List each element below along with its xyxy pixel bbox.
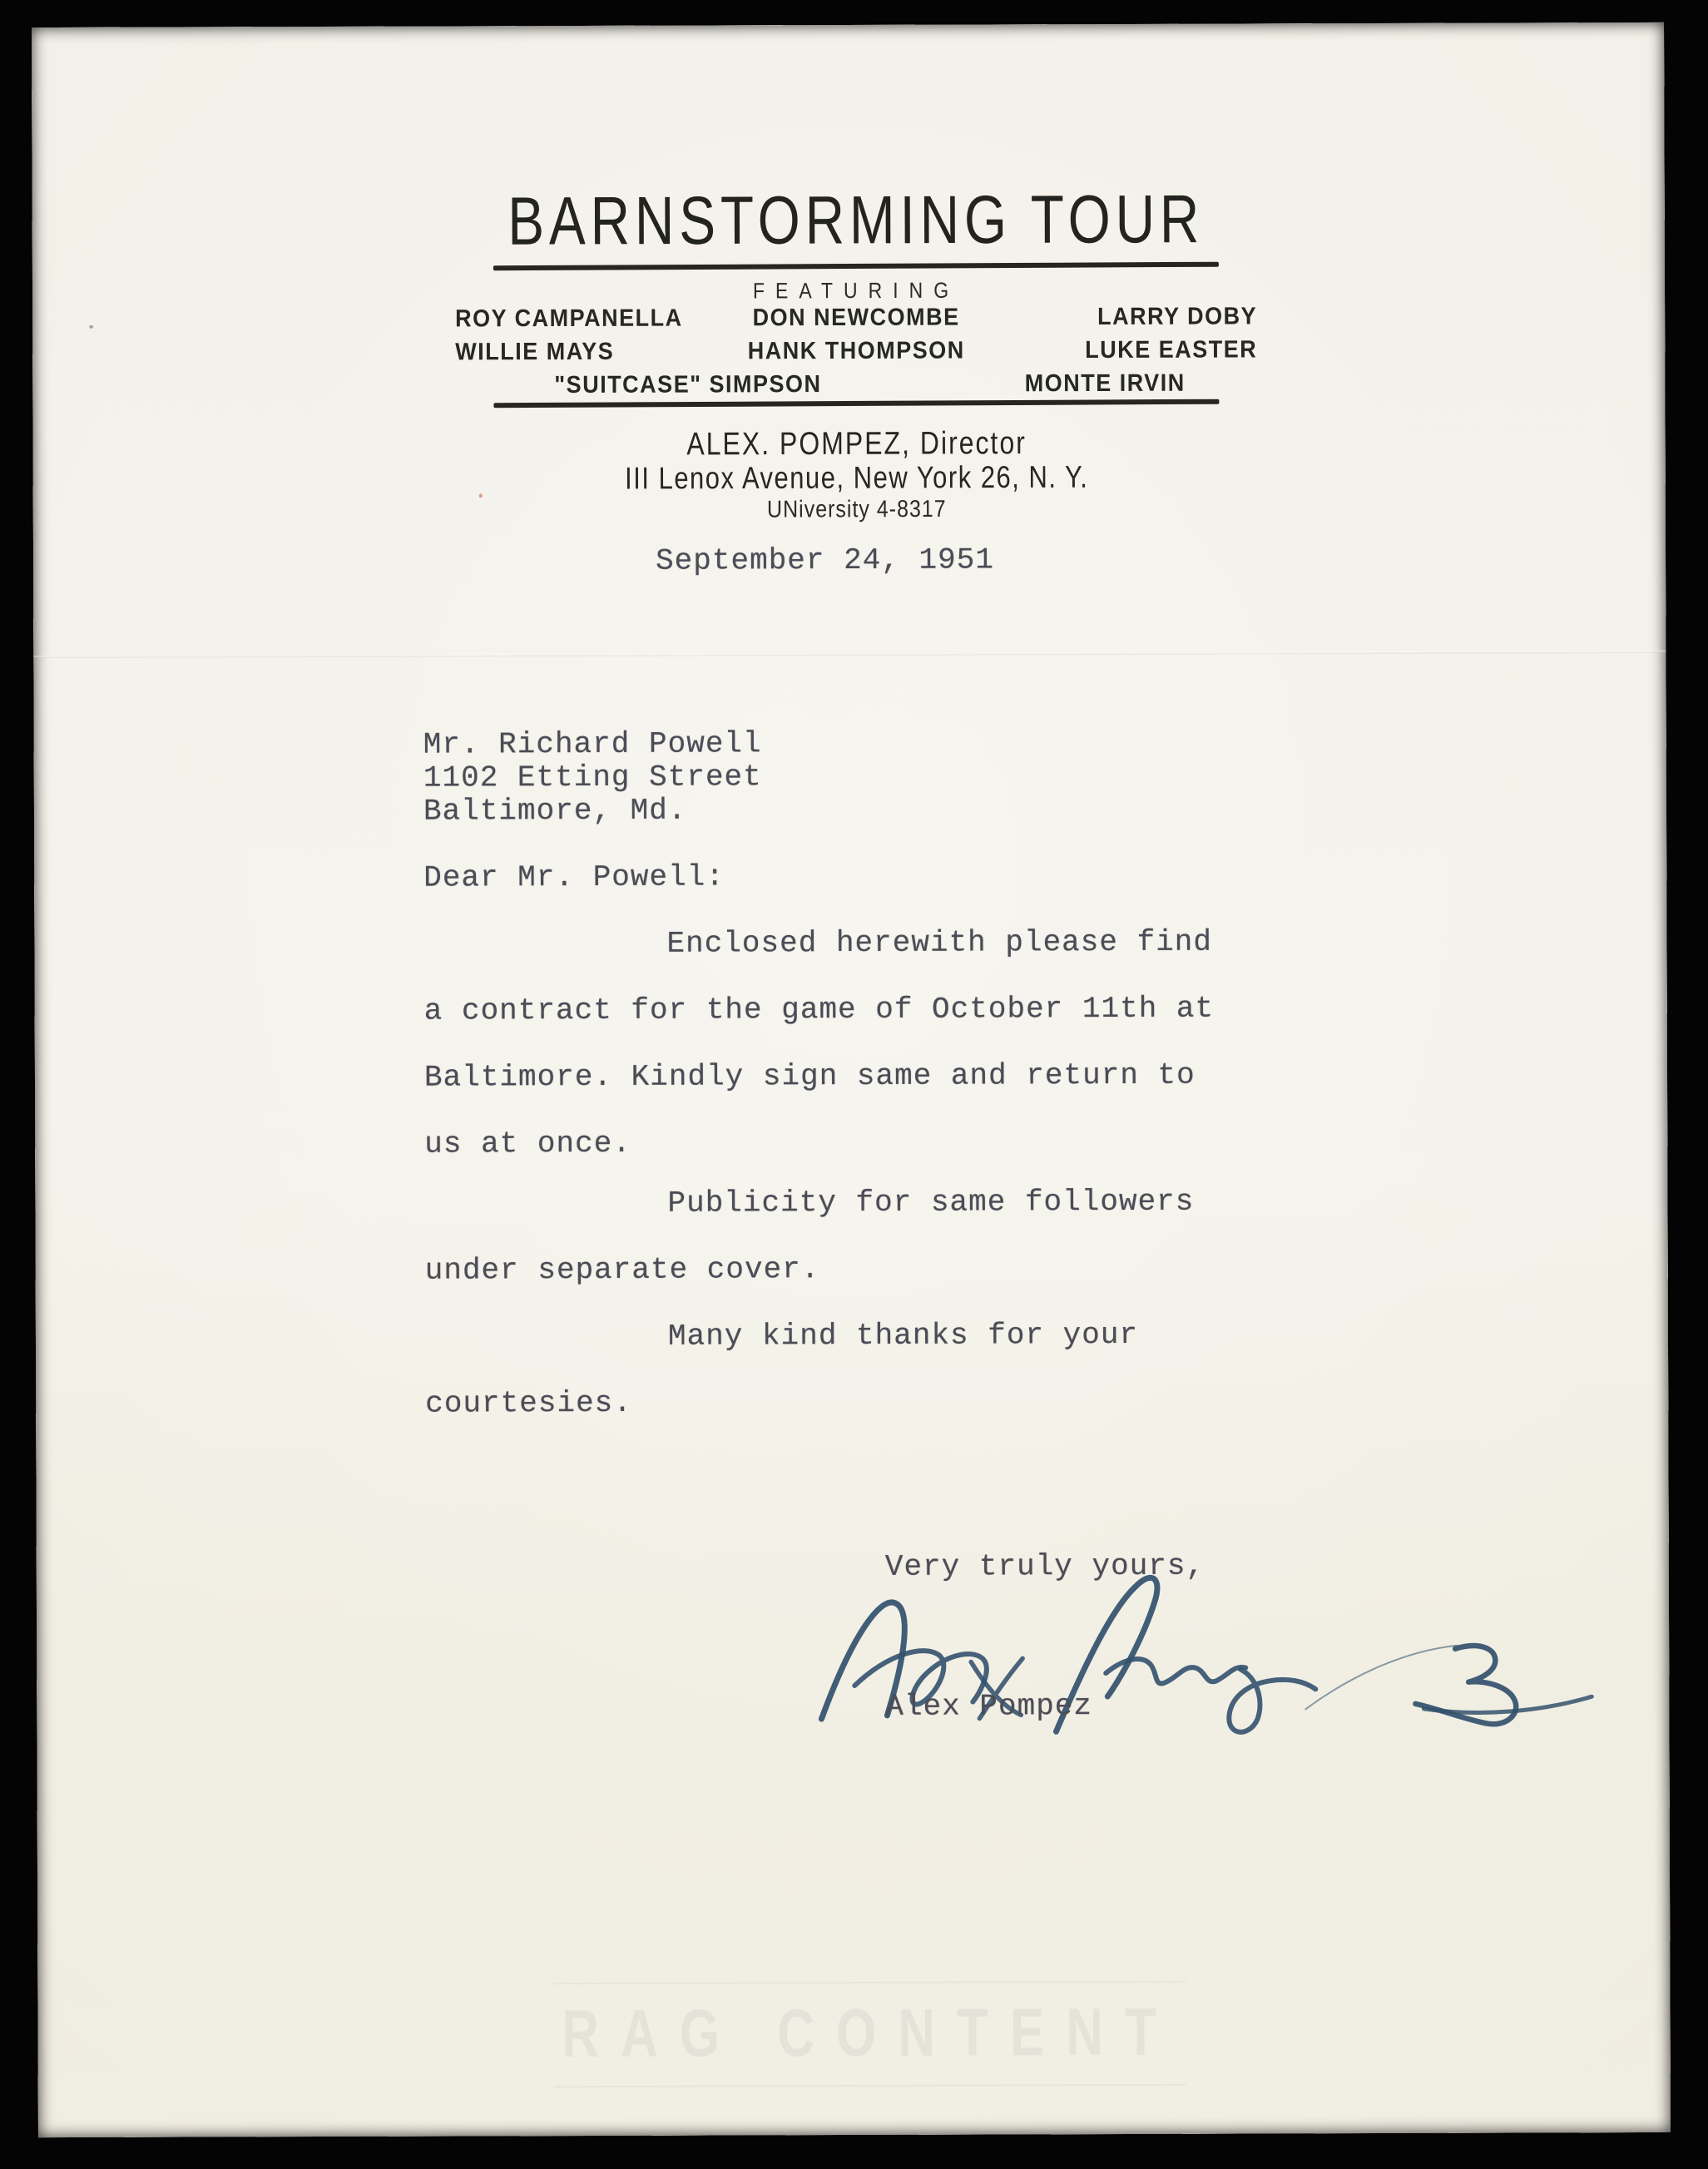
paper-fold-crease xyxy=(33,651,1666,658)
director-line: ALEX. POMPEZ, Director xyxy=(686,424,1027,462)
watermark-rule xyxy=(553,1981,1186,1984)
body-line: Publicity for same followers xyxy=(667,1184,1195,1221)
paper-speck xyxy=(479,493,483,498)
letterhead-phone: UNiversity 4-8317 xyxy=(766,495,947,523)
body-line: Many kind thanks for your xyxy=(667,1317,1139,1354)
recipient-street: 1102 Etting Street xyxy=(423,760,762,795)
letterhead-title: BARNSTORMING TOUR xyxy=(507,181,1205,260)
typed-signature-name: Alex Pompez xyxy=(885,1689,1093,1724)
player-name: LUKE EASTER xyxy=(1085,335,1258,364)
players-row-2 xyxy=(455,335,1257,363)
letterhead-rule-bottom xyxy=(493,399,1219,409)
watermark-rule xyxy=(554,2084,1186,2087)
paper-watermark: RAG CONTENT xyxy=(562,1995,1179,2072)
recipient-name: Mr. Richard Powell xyxy=(423,726,762,762)
player-name: MONTE IRVIN xyxy=(1024,369,1186,397)
letterhead xyxy=(455,180,1258,532)
player-name: ROY CAMPANELLA xyxy=(455,304,683,332)
player-name: HANK THOMPSON xyxy=(747,336,965,364)
players-row-3 xyxy=(455,369,1257,399)
body-line: a contract for the game of October 11th at xyxy=(423,991,1215,1028)
recipient-city: Baltimore, Md. xyxy=(423,793,687,829)
salutation: Dear Mr. Powell: xyxy=(423,859,725,895)
body-line: courtesies. xyxy=(425,1385,632,1421)
player-name: DON NEWCOMBE xyxy=(752,303,960,331)
paper-speck xyxy=(89,325,93,329)
featuring-label: FEATURING xyxy=(752,277,960,304)
closing-line: Very truly yours, xyxy=(884,1548,1206,1584)
player-name: LARRY DOBY xyxy=(1097,302,1258,330)
body-line: under separate cover. xyxy=(424,1252,820,1288)
body-line: Enclosed herewith please find xyxy=(666,924,1213,961)
letterhead-rule-top xyxy=(493,262,1219,271)
player-name: "SUITCASE" SIMPSON xyxy=(554,370,822,399)
player-name: WILLIE MAYS xyxy=(455,337,615,365)
body-line: us at once. xyxy=(424,1126,631,1161)
letterhead-address: III Lenox Avenue, New York 26, N. Y. xyxy=(625,459,1089,496)
recipient-address-block xyxy=(423,727,762,828)
signature-ink xyxy=(806,1568,1606,1754)
letter-date: September 24, 1951 xyxy=(655,542,994,578)
letter-page xyxy=(32,22,1671,2137)
body-line: Baltimore. Kindly sign same and return to xyxy=(423,1057,1196,1095)
players-row-1 xyxy=(455,302,1258,332)
